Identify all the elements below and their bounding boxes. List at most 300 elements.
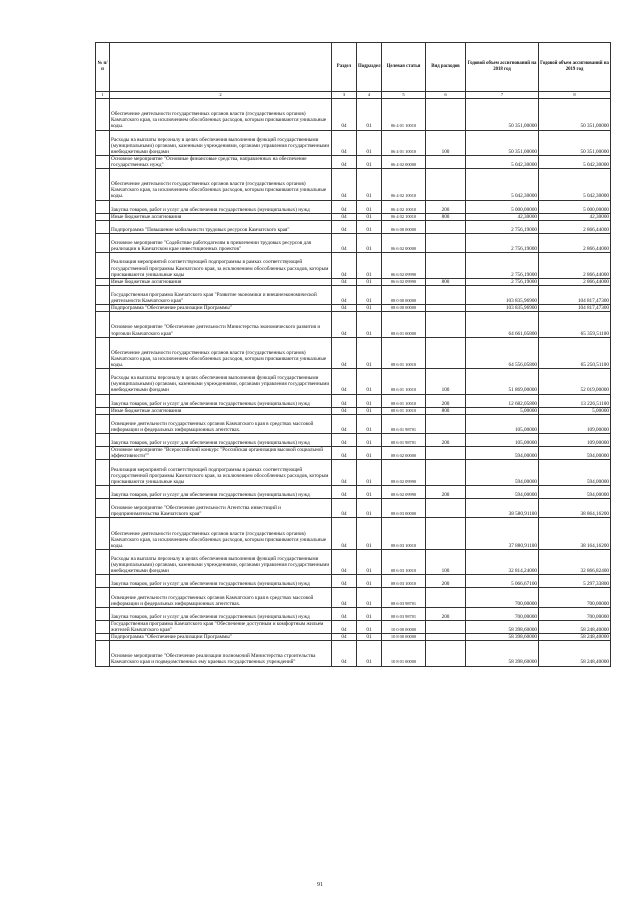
row-podrazdel-cell: 01 <box>357 234 382 253</box>
row-razdel-cell: 04 <box>332 588 357 607</box>
row-target-article-cell: 08 6 01 98701 <box>382 434 426 447</box>
row-2019-cell: 109,00000 <box>539 414 611 433</box>
row-podrazdel-cell: 01 <box>357 278 382 285</box>
header-num: № п/п <box>96 43 110 92</box>
row-podrazdel-cell: 01 <box>357 575 382 588</box>
row-2019-cell: 50 351,00000 <box>539 99 611 131</box>
row-target-article-cell: 06 4 02 10010 <box>382 200 426 213</box>
table-row <box>96 220 611 233</box>
row-name-cell: Расходы на выплаты персоналу в целях обеспечения выполнения функций государственными (муниципальными) органами, казенными учреждениями, органами управления государственными внебюджетными фондами <box>110 130 332 155</box>
row-2019-cell: 2 866,44000 <box>539 278 611 285</box>
row-name-cell: Иные бюджетные ассигнования <box>110 407 332 414</box>
row-name-cell: Закупка товаров, работ и услуг для обеспечения государственных (муниципальных) нужд <box>110 485 332 498</box>
row-expense-type-cell <box>426 620 466 633</box>
column-number: 8 <box>539 92 611 99</box>
row-expense-type-cell <box>426 253 466 278</box>
row-expense-type-cell <box>426 499 466 518</box>
row-razdel-cell: 04 <box>332 634 357 641</box>
row-podrazdel-cell: 01 <box>357 407 382 414</box>
row-expense-type-cell: 200 <box>426 394 466 407</box>
row-2019-cell: 65 250,51100 <box>539 337 611 369</box>
row-num-cell <box>96 575 110 588</box>
column-number: 6 <box>426 92 466 99</box>
row-expense-type-cell <box>426 447 466 460</box>
row-expense-type-cell <box>426 518 466 550</box>
row-target-article-cell: 06 4 02 00000 <box>382 155 426 168</box>
row-num-cell <box>96 641 110 666</box>
row-razdel-cell: 04 <box>332 99 357 131</box>
row-num-cell <box>96 130 110 155</box>
row-target-article-cell: 08 6 03 00000 <box>382 499 426 518</box>
row-name-cell: Обеспечение деятельности государственных органов власти (государственных органов) Камчатского края, за исключением обособленных расходов, которым присваиваются уникальные коды. <box>110 99 332 131</box>
row-expense-type-cell <box>426 169 466 201</box>
row-num-cell <box>96 213 110 220</box>
row-razdel-cell: 04 <box>332 518 357 550</box>
table-row <box>96 200 611 213</box>
table-row <box>96 337 611 369</box>
row-2018-cell: 51 869,00000 <box>466 369 539 394</box>
row-podrazdel-cell: 01 <box>357 634 382 641</box>
row-name-cell: Основное мероприятие "Содействие работодателям в привлечении трудовых ресурсов для реализации в Камчатском крае инвестиционных проектов" <box>110 234 332 253</box>
row-2018-cell: 105,00000 <box>466 434 539 447</box>
row-2018-cell: 58 398,60000 <box>466 620 539 633</box>
row-2019-cell: 700,00000 <box>539 588 611 607</box>
row-podrazdel-cell: 01 <box>357 253 382 278</box>
row-podrazdel-cell: 01 <box>357 312 382 337</box>
row-podrazdel-cell: 01 <box>357 518 382 550</box>
row-num-cell <box>96 549 110 574</box>
row-podrazdel-cell: 01 <box>357 414 382 433</box>
header-expense-type: Вид расходов <box>426 43 466 92</box>
row-podrazdel-cell: 01 <box>357 620 382 633</box>
table-row <box>96 99 611 131</box>
row-2018-cell: 37 880,91100 <box>466 518 539 550</box>
row-2019-cell: 32 866,82400 <box>539 549 611 574</box>
row-razdel-cell: 04 <box>332 234 357 253</box>
row-expense-type-cell <box>426 285 466 304</box>
table-row <box>96 575 611 588</box>
header-name <box>110 43 332 92</box>
row-2018-cell: 105,00000 <box>466 414 539 433</box>
row-2019-cell: 50 351,00000 <box>539 130 611 155</box>
row-2019-cell: 58 248,40000 <box>539 634 611 641</box>
table-row <box>96 130 611 155</box>
row-name-cell: Основное мероприятие "Основные финансовые средства, направленных на обеспечение государственных нужд" <box>110 155 332 168</box>
row-podrazdel-cell: 01 <box>357 641 382 666</box>
column-number: 5 <box>382 92 426 99</box>
row-2019-cell: 2 866,44000 <box>539 234 611 253</box>
row-podrazdel-cell: 01 <box>357 337 382 369</box>
table-body <box>96 99 611 667</box>
row-num-cell <box>96 499 110 518</box>
row-name-cell: Реализация мероприятий соответствующей подпрограммы в рамках соответствующей государственной программы Камчатского края, за исключением обособленных расходов, которым присваиваются уникальные коды <box>110 460 332 485</box>
row-name-cell: Основное мероприятие "Всероссийский конкурс "Российская организация высокой социальной эффективности"" <box>110 447 332 460</box>
row-razdel-cell: 04 <box>332 485 357 498</box>
row-2018-cell: 594,00000 <box>466 460 539 485</box>
row-name-cell: Расходы на выплаты персоналу в целях обеспечения выполнения функций государственными (муниципальными) органами, казенными учреждениями, органами управления государственными внебюджетными фондами <box>110 369 332 394</box>
row-podrazdel-cell: 01 <box>357 394 382 407</box>
row-expense-type-cell <box>426 460 466 485</box>
row-name-cell: Основное мероприятие "Обеспечение деятельности Агентства инвестиций и предпринимательства Камчатского края" <box>110 499 332 518</box>
column-number: 7 <box>466 92 539 99</box>
row-podrazdel-cell: 01 <box>357 285 382 304</box>
row-target-article-cell: 08 6 03 10010 <box>382 575 426 588</box>
table-row <box>96 234 611 253</box>
table-header <box>96 43 611 92</box>
table-row <box>96 434 611 447</box>
table-row <box>96 620 611 633</box>
row-2018-cell: 42,30000 <box>466 213 539 220</box>
row-name-cell: Освещение деятельности государственных органов Камчатского края в средствах массовой информации и федеральных информационных агентствах. <box>110 588 332 607</box>
row-podrazdel-cell: 01 <box>357 99 382 131</box>
column-number: 4 <box>357 92 382 99</box>
table-row <box>96 460 611 485</box>
row-expense-type-cell <box>426 220 466 233</box>
row-target-article-cell: 08 6 01 00000 <box>382 312 426 337</box>
table-row <box>96 394 611 407</box>
row-name-cell: Расходы на выплаты персоналу в целях обеспечения выполнения функций государственными (муниципальными) органами, казенными учреждениями, органами управления государственными внебюджетными фондами <box>110 549 332 574</box>
row-num-cell <box>96 620 110 633</box>
row-2018-cell: 58 398,60000 <box>466 634 539 641</box>
row-2019-cell: 42,30000 <box>539 213 611 220</box>
row-name-cell: Закупка товаров, работ и услуг для обеспечения государственных (муниципальных) нужд <box>110 575 332 588</box>
row-2019-cell: 5,00000 <box>539 407 611 414</box>
row-num-cell <box>96 337 110 369</box>
row-2018-cell: 12 682,05800 <box>466 394 539 407</box>
row-num-cell <box>96 394 110 407</box>
row-podrazdel-cell: 01 <box>357 220 382 233</box>
row-2019-cell: 594,00000 <box>539 447 611 460</box>
table-row <box>96 499 611 518</box>
row-target-article-cell: 08 6 00 00000 <box>382 305 426 312</box>
table-row <box>96 407 611 414</box>
row-2019-cell: 2 866,44000 <box>539 220 611 233</box>
row-2018-cell: 5 042,30000 <box>466 155 539 168</box>
row-target-article-cell: 06 4 02 10010 <box>382 169 426 201</box>
row-2019-cell: 104 817,47300 <box>539 305 611 312</box>
row-2018-cell: 5,00000 <box>466 407 539 414</box>
row-num-cell <box>96 278 110 285</box>
row-expense-type-cell: 200 <box>426 434 466 447</box>
row-2019-cell: 13 226,51100 <box>539 394 611 407</box>
row-2018-cell: 32 814,24000 <box>466 549 539 574</box>
row-target-article-cell: 10 0 00 00000 <box>382 620 426 633</box>
table-row <box>96 369 611 394</box>
table-row <box>96 607 611 620</box>
row-name-cell: Подпрограмма "Повышение мобильности трудовых ресурсов Камчатского края" <box>110 220 332 233</box>
row-num-cell <box>96 99 110 131</box>
row-expense-type-cell <box>426 155 466 168</box>
row-expense-type-cell <box>426 634 466 641</box>
row-target-article-cell: 06 6 02 09990 <box>382 253 426 278</box>
row-2019-cell: 5 297,33800 <box>539 575 611 588</box>
row-num-cell <box>96 169 110 201</box>
row-target-article-cell: 08 6 03 10010 <box>382 518 426 550</box>
row-target-article-cell: 06 4 01 10010 <box>382 99 426 131</box>
row-expense-type-cell <box>426 234 466 253</box>
row-expense-type-cell: 800 <box>426 407 466 414</box>
row-target-article-cell: 10 8 00 00000 <box>382 634 426 641</box>
row-expense-type-cell: 100 <box>426 369 466 394</box>
row-name-cell: Государственная программа Камчатского края "Обеспечение доступным и комфортным жильем жителей Камчатского края" <box>110 620 332 633</box>
row-num-cell <box>96 518 110 550</box>
table-row <box>96 312 611 337</box>
row-podrazdel-cell: 01 <box>357 607 382 620</box>
row-2018-cell: 103 835,96900 <box>466 305 539 312</box>
row-expense-type-cell <box>426 414 466 433</box>
row-num-cell <box>96 485 110 498</box>
row-name-cell: Государственная программа Камчатского края "Развитие экономики и внешнеэкономической деятельности Камчатского края" <box>110 285 332 304</box>
row-podrazdel-cell: 01 <box>357 200 382 213</box>
row-2019-cell: 38 164,16200 <box>539 518 611 550</box>
row-podrazdel-cell: 01 <box>357 213 382 220</box>
row-target-article-cell: 06 6 02 00000 <box>382 234 426 253</box>
row-razdel-cell: 04 <box>332 155 357 168</box>
row-2018-cell: 50 351,00000 <box>466 130 539 155</box>
row-target-article-cell: 08 6 03 10010 <box>382 549 426 574</box>
table-row <box>96 641 611 666</box>
page-number: 91 <box>317 882 323 888</box>
row-expense-type-cell <box>426 588 466 607</box>
row-num-cell <box>96 414 110 433</box>
row-2019-cell: 58 248,40000 <box>539 620 611 633</box>
table-row <box>96 305 611 312</box>
row-name-cell: Закупка товаров, работ и услуг для обеспечения государственных (муниципальных) нужд <box>110 434 332 447</box>
row-num-cell <box>96 369 110 394</box>
row-name-cell: Обеспечение деятельности государственных органов власти (государственных органов) Камчатского края, за исключением обособленных расходов, которым присваиваются уникальные коды. <box>110 518 332 550</box>
row-2018-cell: 2 756,19000 <box>466 234 539 253</box>
row-target-article-cell: 08 6 02 09990 <box>382 485 426 498</box>
row-expense-type-cell: 200 <box>426 575 466 588</box>
table-row <box>96 414 611 433</box>
row-razdel-cell: 04 <box>332 641 357 666</box>
row-2019-cell: 594,00000 <box>539 460 611 485</box>
row-expense-type-cell: 800 <box>426 213 466 220</box>
table-row <box>96 285 611 304</box>
row-razdel-cell: 04 <box>332 575 357 588</box>
row-target-article-cell: 08 6 03 98701 <box>382 588 426 607</box>
row-num-cell <box>96 434 110 447</box>
row-razdel-cell: 04 <box>332 253 357 278</box>
row-2019-cell: 594,00000 <box>539 485 611 498</box>
table-row <box>96 213 611 220</box>
row-expense-type-cell: 100 <box>426 130 466 155</box>
row-razdel-cell: 04 <box>332 278 357 285</box>
column-number: 2 <box>110 92 332 99</box>
row-num-cell <box>96 607 110 620</box>
table-row <box>96 253 611 278</box>
row-expense-type-cell: 200 <box>426 200 466 213</box>
row-name-cell: Иные бюджетные ассигнования <box>110 278 332 285</box>
row-razdel-cell: 04 <box>332 337 357 369</box>
table-row <box>96 518 611 550</box>
row-podrazdel-cell: 01 <box>357 155 382 168</box>
row-razdel-cell: 04 <box>332 305 357 312</box>
header-2019: Годовой объем ассигнований на 2019 год <box>539 43 611 92</box>
table-row <box>96 634 611 641</box>
row-target-article-cell: 08 6 01 10010 <box>382 337 426 369</box>
row-podrazdel-cell: 01 <box>357 434 382 447</box>
row-2018-cell: 38 580,91100 <box>466 499 539 518</box>
row-name-cell: Закупка товаров, работ и услуг для обеспечения государственных (муниципальных) нужд <box>110 607 332 620</box>
table-row <box>96 485 611 498</box>
row-2019-cell: 109,00000 <box>539 434 611 447</box>
row-num-cell <box>96 460 110 485</box>
table-row <box>96 447 611 460</box>
row-2019-cell: 5 042,30000 <box>539 155 611 168</box>
row-num-cell <box>96 155 110 168</box>
row-num-cell <box>96 200 110 213</box>
row-razdel-cell: 04 <box>332 169 357 201</box>
row-expense-type-cell <box>426 312 466 337</box>
row-name-cell: Обеспечение деятельности государственных органов власти (государственных органов) Камчатского края, за исключением обособленных расходов, которым присваиваются уникальные коды. <box>110 337 332 369</box>
table-row <box>96 155 611 168</box>
table-row <box>96 278 611 285</box>
row-2018-cell: 700,00000 <box>466 607 539 620</box>
row-razdel-cell: 04 <box>332 460 357 485</box>
row-target-article-cell: 08 6 02 09990 <box>382 460 426 485</box>
row-target-article-cell: 08 0 00 00000 <box>382 285 426 304</box>
table-row <box>96 549 611 574</box>
document-page <box>95 42 610 667</box>
row-2019-cell: 65 359,51100 <box>539 312 611 337</box>
row-podrazdel-cell: 01 <box>357 369 382 394</box>
row-razdel-cell: 04 <box>332 407 357 414</box>
table-row <box>96 588 611 607</box>
row-podrazdel-cell: 01 <box>357 549 382 574</box>
column-numbers-row <box>96 92 611 99</box>
column-number: 3 <box>332 92 357 99</box>
row-expense-type-cell: 100 <box>426 549 466 574</box>
header-2018: Годовой объем ассигнований на 2018 год <box>466 43 539 92</box>
row-target-article-cell: 08 6 01 10010 <box>382 394 426 407</box>
header-target-article: Целевая статья <box>382 43 426 92</box>
row-razdel-cell: 04 <box>332 213 357 220</box>
row-2019-cell: 52 019,00000 <box>539 369 611 394</box>
row-2018-cell: 594,00000 <box>466 447 539 460</box>
row-2018-cell: 5 042,30000 <box>466 169 539 201</box>
row-expense-type-cell: 800 <box>426 278 466 285</box>
row-2018-cell: 103 835,96900 <box>466 285 539 304</box>
row-2018-cell: 2 756,19000 <box>466 253 539 278</box>
row-target-article-cell: 08 6 03 98701 <box>382 607 426 620</box>
row-razdel-cell: 04 <box>332 549 357 574</box>
row-2019-cell: 104 817,47300 <box>539 285 611 304</box>
row-razdel-cell: 04 <box>332 285 357 304</box>
row-target-article-cell: 08 6 01 10010 <box>382 369 426 394</box>
row-num-cell <box>96 305 110 312</box>
row-name-cell: Подпрограмма "Обеспечение реализации Программы" <box>110 634 332 641</box>
table-row <box>96 169 611 201</box>
row-2019-cell: 5 000,00000 <box>539 200 611 213</box>
row-expense-type-cell <box>426 305 466 312</box>
row-target-article-cell: 08 6 01 10010 <box>382 407 426 414</box>
header-razdel: Раздел <box>332 43 357 92</box>
row-razdel-cell: 04 <box>332 414 357 433</box>
row-podrazdel-cell: 01 <box>357 485 382 498</box>
column-number: 1 <box>96 92 110 99</box>
row-razdel-cell: 04 <box>332 394 357 407</box>
row-podrazdel-cell: 01 <box>357 499 382 518</box>
row-expense-type-cell: 200 <box>426 485 466 498</box>
row-2018-cell: 2 756,19000 <box>466 220 539 233</box>
row-name-cell: Освещение деятельности государственных органов Камчатского края в средствах массовой информации и федеральных информационных агентствах. <box>110 414 332 433</box>
row-num-cell <box>96 234 110 253</box>
row-razdel-cell: 04 <box>332 312 357 337</box>
row-razdel-cell: 04 <box>332 369 357 394</box>
row-target-article-cell: 06 6 02 09990 <box>382 278 426 285</box>
row-podrazdel-cell: 01 <box>357 305 382 312</box>
row-razdel-cell: 04 <box>332 130 357 155</box>
row-podrazdel-cell: 01 <box>357 460 382 485</box>
row-razdel-cell: 04 <box>332 200 357 213</box>
row-2018-cell: 5 000,00000 <box>466 200 539 213</box>
row-2018-cell: 5 066,67100 <box>466 575 539 588</box>
row-expense-type-cell <box>426 337 466 369</box>
row-target-article-cell: 06 4 01 10010 <box>382 130 426 155</box>
row-2018-cell: 700,00000 <box>466 588 539 607</box>
row-num-cell <box>96 220 110 233</box>
row-num-cell <box>96 634 110 641</box>
row-name-cell: Закупка товаров, работ и услуг для обеспечения государственных (муниципальных) нужд <box>110 394 332 407</box>
row-num-cell <box>96 407 110 414</box>
row-name-cell: Обеспечение деятельности государственных органов власти (государственных органов) Камчатского края, за исключением обособленных расходов, которым присваиваются уникальные коды. <box>110 169 332 201</box>
row-target-article-cell: 08 6 02 00000 <box>382 447 426 460</box>
row-2018-cell: 2 756,19000 <box>466 278 539 285</box>
row-2019-cell: 5 042,30000 <box>539 169 611 201</box>
row-2019-cell: 38 864,16200 <box>539 499 611 518</box>
row-2019-cell: 700,00000 <box>539 607 611 620</box>
row-razdel-cell: 04 <box>332 434 357 447</box>
row-num-cell <box>96 447 110 460</box>
row-2018-cell: 64 556,05800 <box>466 337 539 369</box>
row-podrazdel-cell: 01 <box>357 588 382 607</box>
row-name-cell: Иные бюджетные ассигнования <box>110 213 332 220</box>
row-2019-cell: 58 248,40000 <box>539 641 611 666</box>
row-razdel-cell: 04 <box>332 220 357 233</box>
row-expense-type-cell <box>426 641 466 666</box>
row-num-cell <box>96 312 110 337</box>
row-expense-type-cell: 200 <box>426 607 466 620</box>
row-target-article-cell: 06 6 00 00000 <box>382 220 426 233</box>
row-podrazdel-cell: 01 <box>357 130 382 155</box>
row-2019-cell: 2 866,44000 <box>539 253 611 278</box>
row-num-cell <box>96 253 110 278</box>
row-podrazdel-cell: 01 <box>357 169 382 201</box>
row-name-cell: Подпрограмма "Обеспечение реализации Программы" <box>110 305 332 312</box>
row-expense-type-cell <box>426 99 466 131</box>
row-name-cell: Закупка товаров, работ и услуг для обеспечения государственных (муниципальных) нужд <box>110 200 332 213</box>
row-target-article-cell: 10 8 01 00000 <box>382 641 426 666</box>
row-razdel-cell: 04 <box>332 447 357 460</box>
row-2018-cell: 594,00000 <box>466 485 539 498</box>
row-name-cell: Реализация мероприятий соответствующей подпрограммы в рамках соответствующей государственной программы Камчатского края, за исключением обособленных расходов, которым присваиваются уникальные коды <box>110 253 332 278</box>
row-num-cell <box>96 285 110 304</box>
row-target-article-cell: 06 4 02 10010 <box>382 213 426 220</box>
budget-table <box>95 42 611 667</box>
row-razdel-cell: 04 <box>332 499 357 518</box>
row-num-cell <box>96 588 110 607</box>
row-2018-cell: 64 661,05800 <box>466 312 539 337</box>
row-name-cell: Основное мероприятие "Обеспечение реализации полномочий Министерства строительства Камчатского края и подведомственных ему краевых государственных учреждений" <box>110 641 332 666</box>
row-podrazdel-cell: 01 <box>357 447 382 460</box>
row-name-cell: Основное мероприятие "Обеспечение деятельности Министерства экономического развития и торговли Камчатского края" <box>110 312 332 337</box>
row-razdel-cell: 04 <box>332 607 357 620</box>
row-razdel-cell: 04 <box>332 620 357 633</box>
row-2018-cell: 50 351,00000 <box>466 99 539 131</box>
row-2018-cell: 58 398,60000 <box>466 641 539 666</box>
header-podrazdel: Подраздел <box>357 43 382 92</box>
